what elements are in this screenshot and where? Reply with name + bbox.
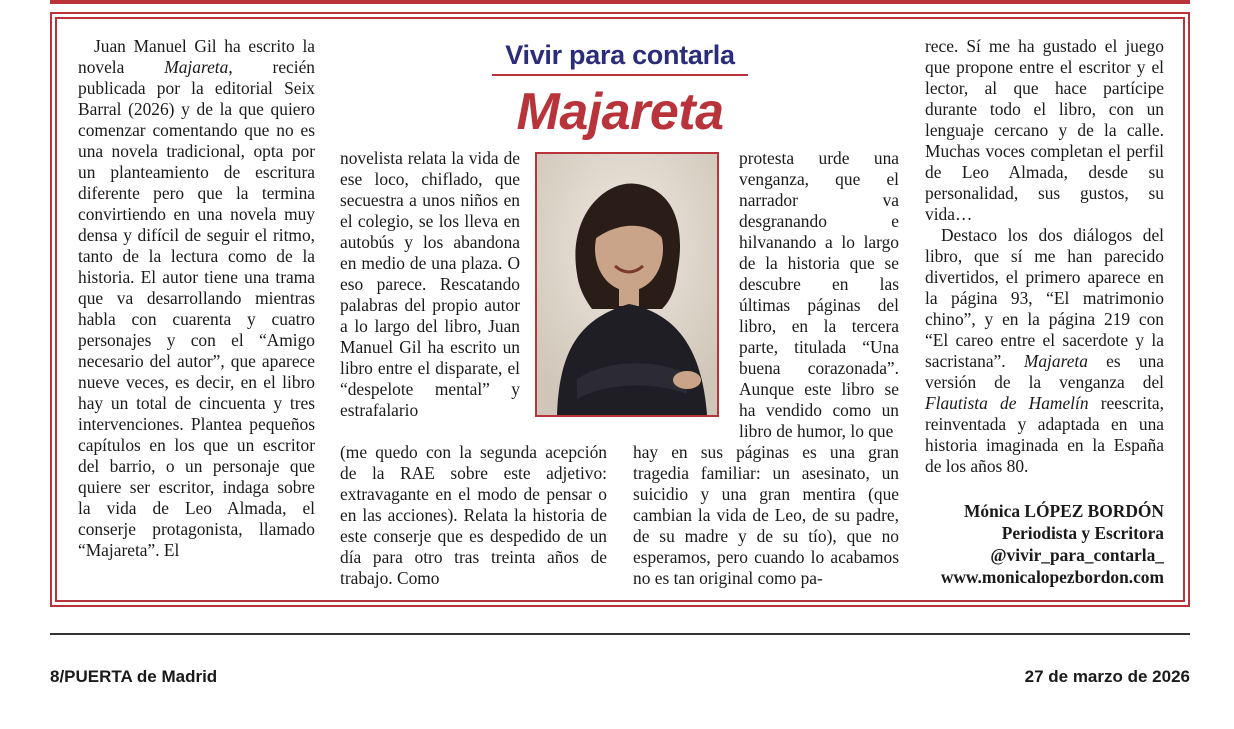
paragraph: (me quedo con la segunda acepción de la RAE sobre este adjetivo: extravagante en el modo de pensar o en las acciones). Relata la historia de este conserje que es despedido de un día para otro tras treinta años de trabajo. Como — [340, 442, 607, 588]
text-run: es una versión de la venganza del — [925, 351, 1164, 392]
article-column-2-bottom — [340, 442, 607, 589]
author-website: www.monicalopezbordon.com — [940, 567, 1164, 587]
page-number-publication: 8/PUERTA de Madrid — [50, 667, 218, 686]
paragraph: novelista relata la vida de ese loco, chiflado, que secuestra a unos niños en el colegio, se los lleva en autobús y los abandona en medio de una plaza. O eso parece. Rescatando palabras del propio autor a lo largo del libro, Juan Manuel Gil ha escrito un libro entre el disparate, el “despelote mental” y estrafalario — [340, 148, 520, 420]
text-run: Juan Manuel Gil ha escrito la novela — [78, 36, 315, 77]
author-signature — [900, 500, 1164, 588]
book-title: Majareta — [164, 57, 229, 77]
work-title: Flautista de Hamelín — [925, 393, 1089, 413]
author-photo — [535, 152, 719, 417]
article-column-3-top — [739, 148, 899, 442]
paragraph — [78, 36, 315, 561]
text-run: Destaco los dos diálogos del libro, que sí me han parecido divertidos, el primero aparece en la página 93, “El matrimonio chino”, y en la página 219 con “El careo entre el sacerdote y la sacristana”. — [925, 225, 1164, 371]
section-title-underline — [492, 74, 748, 76]
author-role: Periodista y Escritora — [1001, 523, 1164, 543]
article-column-1 — [78, 36, 315, 561]
article-column-4 — [925, 36, 1164, 477]
book-title: Majareta — [1023, 351, 1088, 371]
article-column-2-top — [340, 148, 520, 421]
paragraph — [925, 225, 1164, 477]
section-title: Vivir para contarla — [505, 40, 735, 70]
author-portrait-image — [537, 154, 717, 415]
top-rule — [50, 0, 1190, 4]
paragraph: hay en sus páginas es una gran tragedia familiar: un asesinato, un suicidio y una gran mentira (que cambian la vida de Leo, de su padre, de su madre y de su tío), que no esperamos, pero cuando lo acabamos no es tan original como pa- — [633, 442, 899, 588]
text-run: , recién publicada por la editorial Seix Barral (2026) y de la que quiero comenzar comentando que no es una novela tradicional, opta por un planteamiento de escritura diferente pero que la termina convirtiendo en una novela muy densa y difícil de seguir el ritmo, tanto de la lectura como de la historia. El autor tiene una trama que va desarrollando mientras habla con cuarenta y cuatro personajes y con el “Amigo necesario del autor”, que aparece nueve veces, es decir, en el libro hay un total de cincuenta y tres intervenciones. Plantea pequeños capítulos en los que un escritor del barrio, o un personaje que quiere ser escritor, indaga sobre la vida de Leo Almada, el conserje protagonista, llamado “Majareta”. El — [78, 57, 316, 560]
text-run: reescrita, reinventada y adaptada en una historia imaginada en la España de los años 80. — [925, 393, 1164, 476]
author-name: Mónica LÓPEZ BORDÓN — [963, 501, 1164, 521]
article-column-3-bottom — [633, 442, 899, 589]
paragraph: rece. Sí me ha gustado el juego que propone entre el escritor y el lector, al que hace partícipe durante todo el libro, con un lenguaje cercano y de la calle. Muchas voces completan el perfil de Leo Almada, desde su personalidad, sus gustos, su vida… — [925, 36, 1164, 224]
footer-rule — [50, 633, 1190, 635]
issue-date: 27 de marzo de 2026 — [1024, 667, 1190, 686]
author-social-handle: @vivir_para_contarla_ — [990, 545, 1164, 565]
headline: Majareta — [516, 83, 724, 141]
paragraph: protesta urde una venganza, que el narrador va desgranando e hilvanando a lo largo de la historia que se descubre en las últimas páginas del libro, en la tercera parte, titulada “Una buena corazonada”. Aunque este libro se ha vendido como un libro de humor, lo que — [739, 148, 899, 441]
